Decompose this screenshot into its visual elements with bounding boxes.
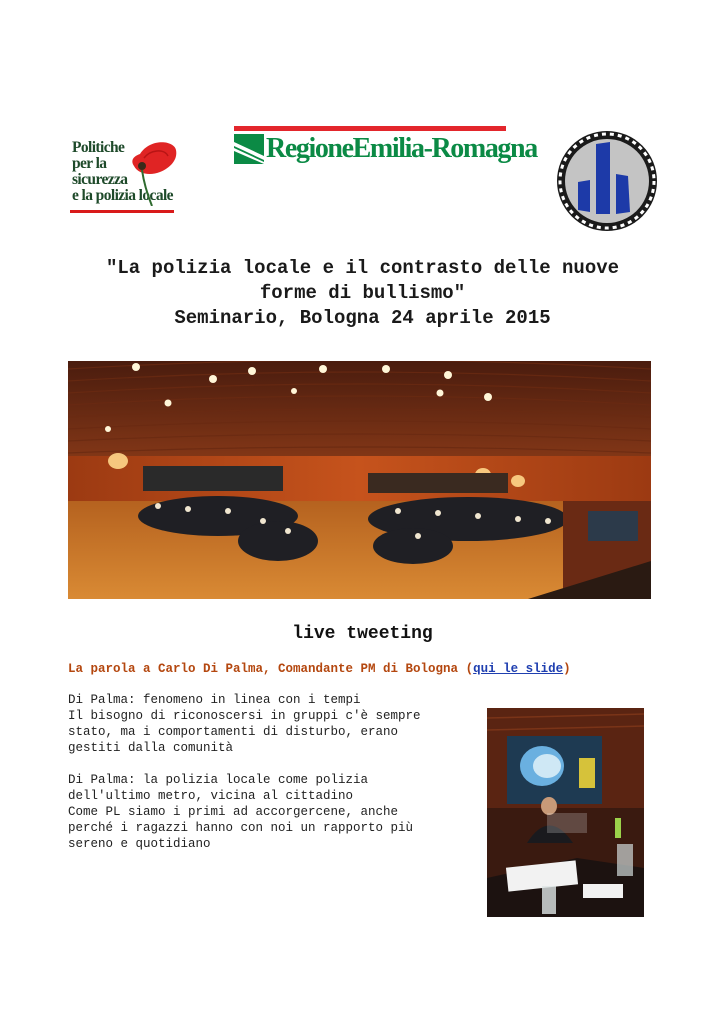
polizia-locale-badge-icon xyxy=(556,130,658,232)
conference-hall-panorama xyxy=(68,361,651,599)
logo-line: per la xyxy=(72,155,107,172)
region-name: RegioneEmilia-Romagna xyxy=(266,133,537,164)
tweet-line: Di Palma: la polizia locale come polizia xyxy=(68,773,369,787)
region-flag-icon xyxy=(234,134,264,164)
paren-open: ( xyxy=(465,662,474,676)
title-line: "La polizia locale e il contrasto delle nuove xyxy=(105,257,620,279)
title-line: Seminario, Bologna 24 aprile 2015 xyxy=(174,307,551,329)
politiche-sicurezza-logo xyxy=(70,136,180,220)
regione-emilia-romagna-logo xyxy=(234,126,537,166)
logo-line: sicurezza xyxy=(72,171,128,188)
tweets-body xyxy=(68,692,478,868)
tweet-line: perché i ragazzi hanno con noi un rapporto più xyxy=(68,821,414,835)
tweet-line: dell'ultimo metro, vicina al cittadino xyxy=(68,789,354,803)
tweet-line: stato, ma i comportamenti di disturbo, erano xyxy=(68,725,399,739)
tweet-line: Di Palma: fenomeno in linea con i tempi xyxy=(68,693,361,707)
tweet-line: Il bisogno di riconoscersi in gruppi c'è sempre xyxy=(68,709,421,723)
paren-close: ) xyxy=(563,662,571,676)
tweet-line: sereno e quotidiano xyxy=(68,837,211,851)
logo-line: e la polizia locale xyxy=(72,187,173,204)
title-line: forme di bullismo" xyxy=(259,282,466,304)
tweet-paragraph xyxy=(68,692,478,756)
logo-top-bar xyxy=(234,126,506,131)
poppy-icon xyxy=(120,136,180,206)
tweet-paragraph xyxy=(68,772,478,852)
logo-line: Politiche xyxy=(72,139,125,156)
speaker-line xyxy=(68,662,571,676)
document-title xyxy=(40,256,685,331)
slides-link[interactable]: qui le slide xyxy=(473,662,564,676)
logo-red-bar xyxy=(70,210,174,213)
speaker-text: La parola a Carlo Di Palma, Comandante PM di Bologna xyxy=(68,662,466,676)
tweet-line: gestiti dalla comunità xyxy=(68,741,234,755)
speaker-at-podium-photo xyxy=(487,708,644,917)
tweet-line: Come PL siamo i primi ad accorgercene, anche xyxy=(68,805,399,819)
live-tweeting-heading: live tweeting xyxy=(292,624,433,644)
